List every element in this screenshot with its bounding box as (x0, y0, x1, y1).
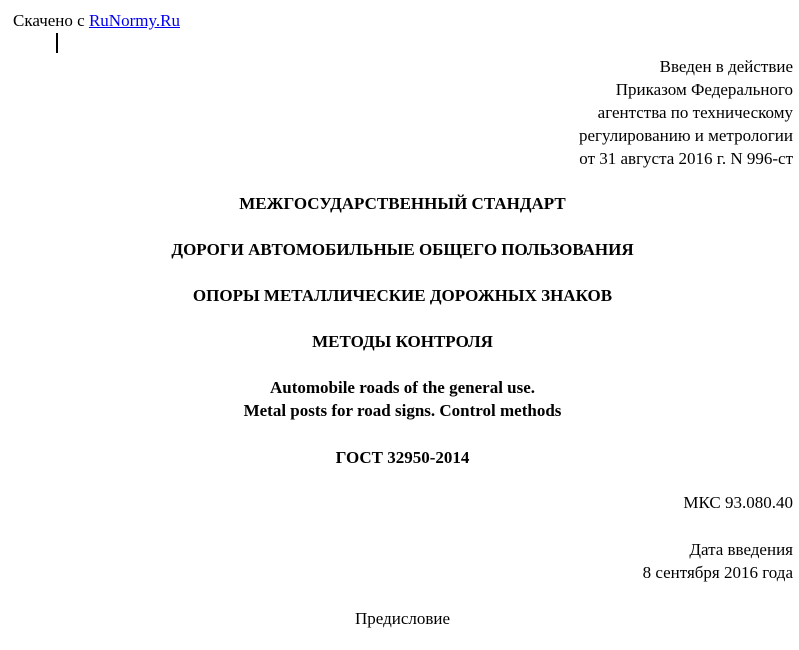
introduction-date-value: 8 сентября 2016 года (642, 563, 793, 582)
source-link[interactable]: RuNormy.Ru (88, 11, 180, 30)
enactment-line: Приказом Федерального (615, 80, 793, 99)
english-title-line-1: Automobile roads of the general use. (269, 378, 536, 397)
introduction-date-label: Дата введения (689, 540, 793, 559)
introduction-date-block (643, 538, 793, 584)
enactment-line: Введен в действие (659, 57, 793, 76)
enactment-line: регулированию и метрологии (578, 126, 793, 145)
preface-heading: Предисловие (354, 609, 451, 628)
standard-title-line-2: ОПОРЫ МЕТАЛЛИЧЕСКИЕ ДОРОЖНЫХ ЗНАКОВ (192, 286, 613, 305)
english-title (0, 376, 799, 422)
english-title-line-2: Metal posts for road signs. Control methods (243, 401, 562, 420)
standard-title-line-1: ДОРОГИ АВТОМОБИЛЬНЫЕ ОБЩЕГО ПОЛЬЗОВАНИЯ (171, 240, 634, 259)
standard-type: МЕЖГОСУДАРСТВЕННЫЙ СТАНДАРТ (239, 194, 566, 213)
enactment-line: агентства по техническому (597, 103, 793, 122)
enactment-block (579, 55, 793, 170)
source-prefix: Скачено с (13, 11, 89, 30)
source-line (13, 9, 180, 32)
mks-code: МКС 93.080.40 (683, 493, 793, 512)
gost-code: ГОСТ 32950-2014 (335, 448, 470, 467)
standard-title-line-3: МЕТОДЫ КОНТРОЛЯ (312, 332, 493, 351)
text-cursor (56, 33, 58, 53)
enactment-line: от 31 августа 2016 г. N 996-ст (579, 149, 793, 168)
